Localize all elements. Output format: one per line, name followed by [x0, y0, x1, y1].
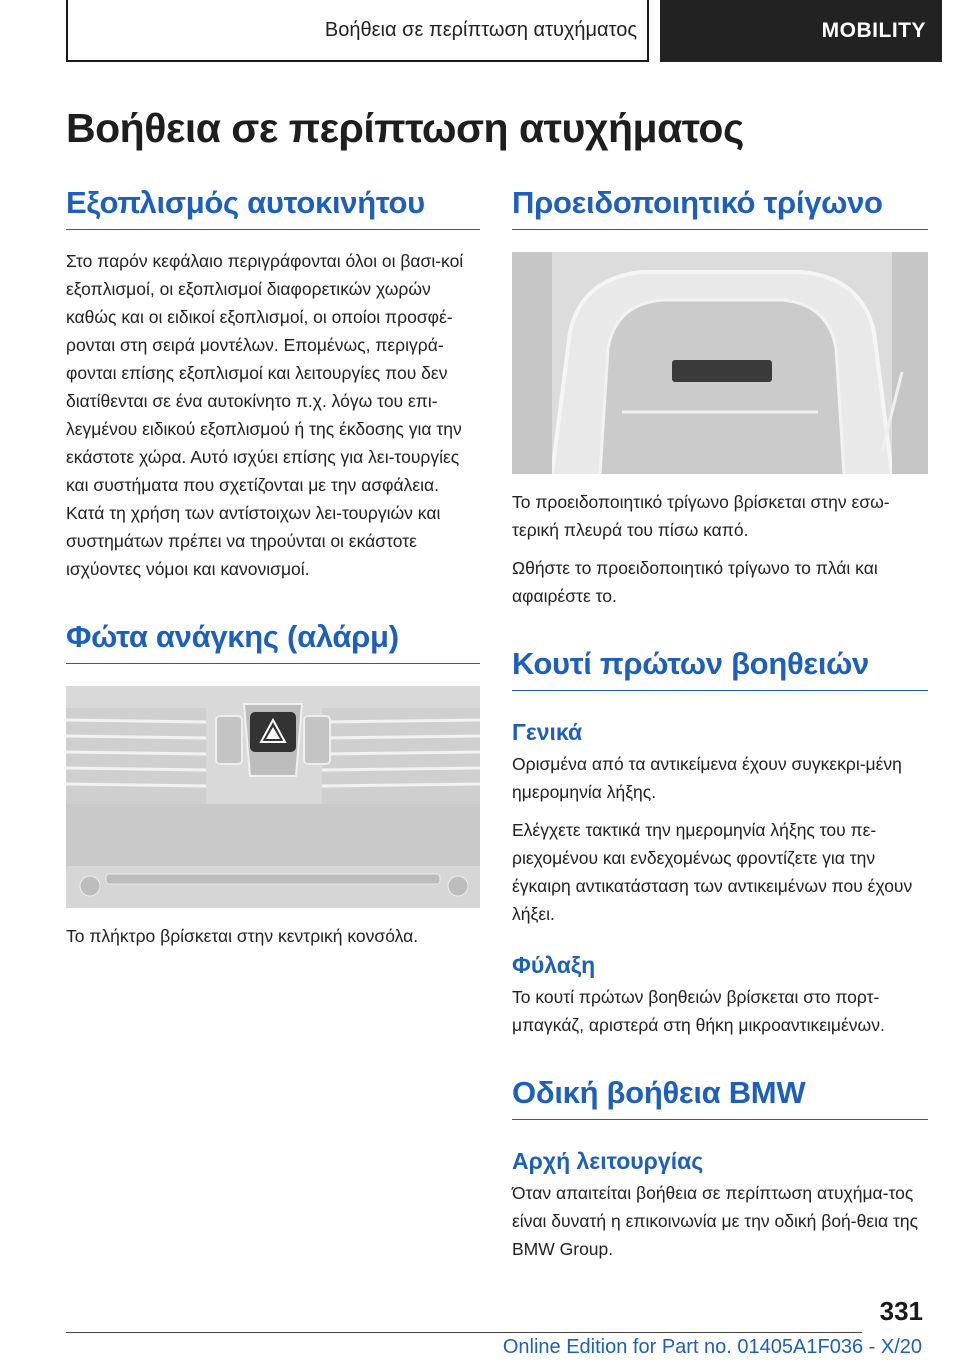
warning-triangle-heading: Προειδοποιητικό τρίγωνο	[512, 185, 928, 230]
running-header-title: Βοήθεια σε περίπτωση ατυχήματος	[324, 18, 637, 41]
center-console-illustration	[66, 686, 480, 908]
page-number: 331	[879, 1296, 923, 1326]
right-column	[512, 185, 928, 1263]
edition-footer: Online Edition for Part no. 01405A1F036 - X/20	[502, 1336, 922, 1358]
first-aid-heading: Κουτί πρώτων βοηθειών	[512, 646, 928, 691]
storage-subheading: Φύλαξη	[512, 952, 596, 978]
warning-triangle-image	[512, 252, 928, 474]
footer-divider	[66, 1332, 862, 1333]
general-paragraph-1: Ορισμένα από τα αντικείμενα έχουν συγκεκρι‐μένη ημερομηνία λήξης.	[512, 754, 902, 802]
hazard-button-image	[66, 686, 480, 908]
principle-subheading: Αρχή λειτουργίας	[512, 1148, 704, 1174]
principle-paragraph: Όταν απαιτείται βοήθεια σε περίπτωση ατυχήμα‐τος είναι δυνατή η επικοινωνία με την οδική βοή‐θεια της BMW Group.	[512, 1183, 919, 1259]
left-column	[66, 185, 480, 950]
triangle-location-paragraph: Το προειδοποιητικό τρίγωνο βρίσκεται στην εσω‐τερική πλευρά του πίσω καπό.	[512, 492, 890, 540]
hazard-lights-heading: Φώτα ανάγκης (αλάρμ)	[66, 619, 480, 664]
equipment-heading: Εξοπλισμός αυτοκινήτου	[66, 185, 480, 230]
general-subheading: Γενικά	[512, 719, 583, 745]
equipment-paragraph: Στο παρόν κεφάλαιο περιγράφονται όλοι οι βασι‐κοί εξοπλισμοί, οι εξοπλισμοί διαφορετικών χωρών καθώς και οι ειδικοί εξοπλισμοί, οι οποίοι προσφέ‐ρονται στη σειρά μοντέλων. Επομένως, περιγρά‐φονται επίσης εξοπλισμοί και λειτουργίες που δεν διατίθενται σε ένα αυτοκίνητο π.χ. λόγω του επι‐λεγμένου ειδικού εξοπλισμού ή της έκδοσης για την εκάστοτε χώρα. Αυτό ισχύει επίσης για λει‐τουργίες και συστήματα που σχετίζονται με την ασφάλεια. Κατά τη χρήση των αντίστοιχων λει‐τουργιών και συστημάτων πρέπει να τηρούνται οι εκάστοτε ισχύοντες νόμοι και κανονισμοί.	[66, 251, 464, 579]
page-title: Βοήθεια σε περίπτωση ατυχήματος	[66, 105, 744, 151]
chapter-tab[interactable]	[660, 0, 942, 62]
storage-paragraph: Το κουτί πρώτων βοηθειών βρίσκεται στο πορτ‐μπαγκάζ, αριστερά στη θήκη μικροαντικειμένων.	[512, 987, 885, 1035]
general-paragraph-2: Ελέγχετε τακτικά την ημερομηνία λήξης του πε‐ριεχομένου και ενδεχομένως φροντίζετε για την έγκαιρη αντικατάσταση των αντικειμένων που έχουν λήξει.	[512, 820, 913, 924]
tailgate-illustration	[512, 252, 928, 474]
roadside-heading: Οδική βοήθεια BMW	[512, 1075, 928, 1120]
running-header	[66, 0, 649, 62]
triangle-removal-paragraph: Ωθήστε το προειδοποιητικό τρίγωνο το πλάι και αφαιρέστε το.	[512, 558, 878, 606]
chapter-tab-label: MOBILITY	[821, 19, 926, 42]
hazard-caption: Το πλήκτρο βρίσκεται στην κεντρική κονσόλα.	[66, 926, 419, 946]
